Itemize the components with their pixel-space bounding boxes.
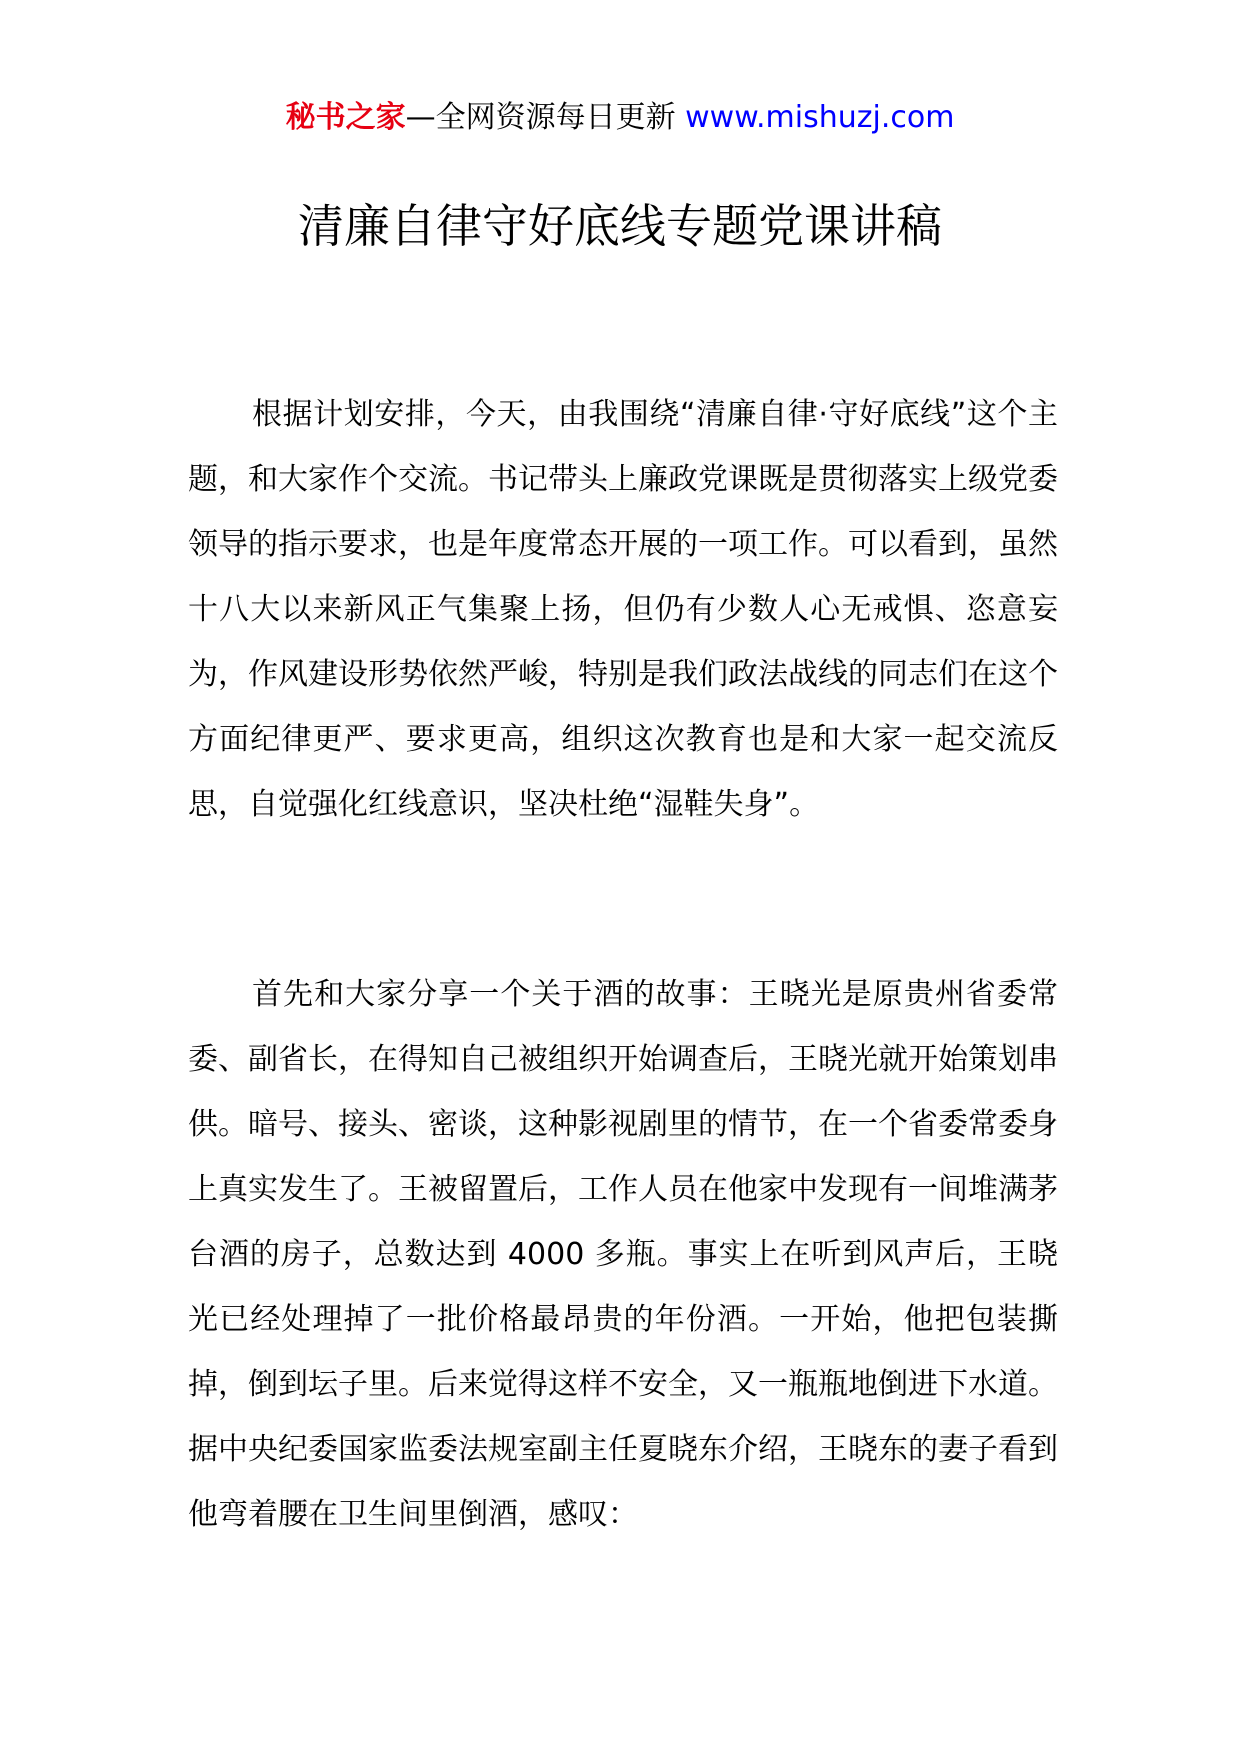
brand-name: 秘书之家: [285, 100, 406, 135]
document-title: 清廉自律守好底线专题党课讲稿: [298, 199, 942, 253]
site-tagline: —全网资源每日更新: [405, 100, 676, 135]
site-header: [0, 98, 1240, 138]
body-paragraph: 根据计划安排，今天，由我围绕“清廉自律·守好底线”这个主题，和大家作个交流。书记带头上廉政党课既是贯彻落实上级党委领导的指示要求，也是年度常态开展的一项工作。可以看到，虽然十八大以来新风正气集聚上扬，但仍有少数人心无戒惧、恣意妄为，作风建设形势依然严峻，特别是我们政法战线的同志们在这个方面纪律更严、要求更高，组织这次教育也是和大家一起交流反思，自觉强化红线意识，坚决杜绝“湿鞋失身”。: [188, 397, 1058, 822]
body-paragraph: 首先和大家分享一个关于酒的故事：王晓光是原贵州省委常委、副省长，在得知自己被组织开始调查后，王晓光就开始策划串供。暗号、接头、密谈，这种影视剧里的情节，在一个省委常委身上真实发生了。王被留置后，工作人员在他家中发现有一间堆满茅台酒的房子，总数达到 4000 多瓶。事实上在听到风声后，王晓光已经处理掉了一批价格最昂贵的年份酒。一开始，他把包装撕掉，倒到坛子里。后来觉得这样不安全，又一瓶瓶地倒进下水道。据中央纪委国家监委法规室副主任夏晓东介绍，王晓东的妻子看到他弯着腰在卫生间里倒酒，感叹：: [188, 977, 1058, 1532]
site-url-link[interactable]: www.mishuzj.com: [685, 100, 955, 135]
